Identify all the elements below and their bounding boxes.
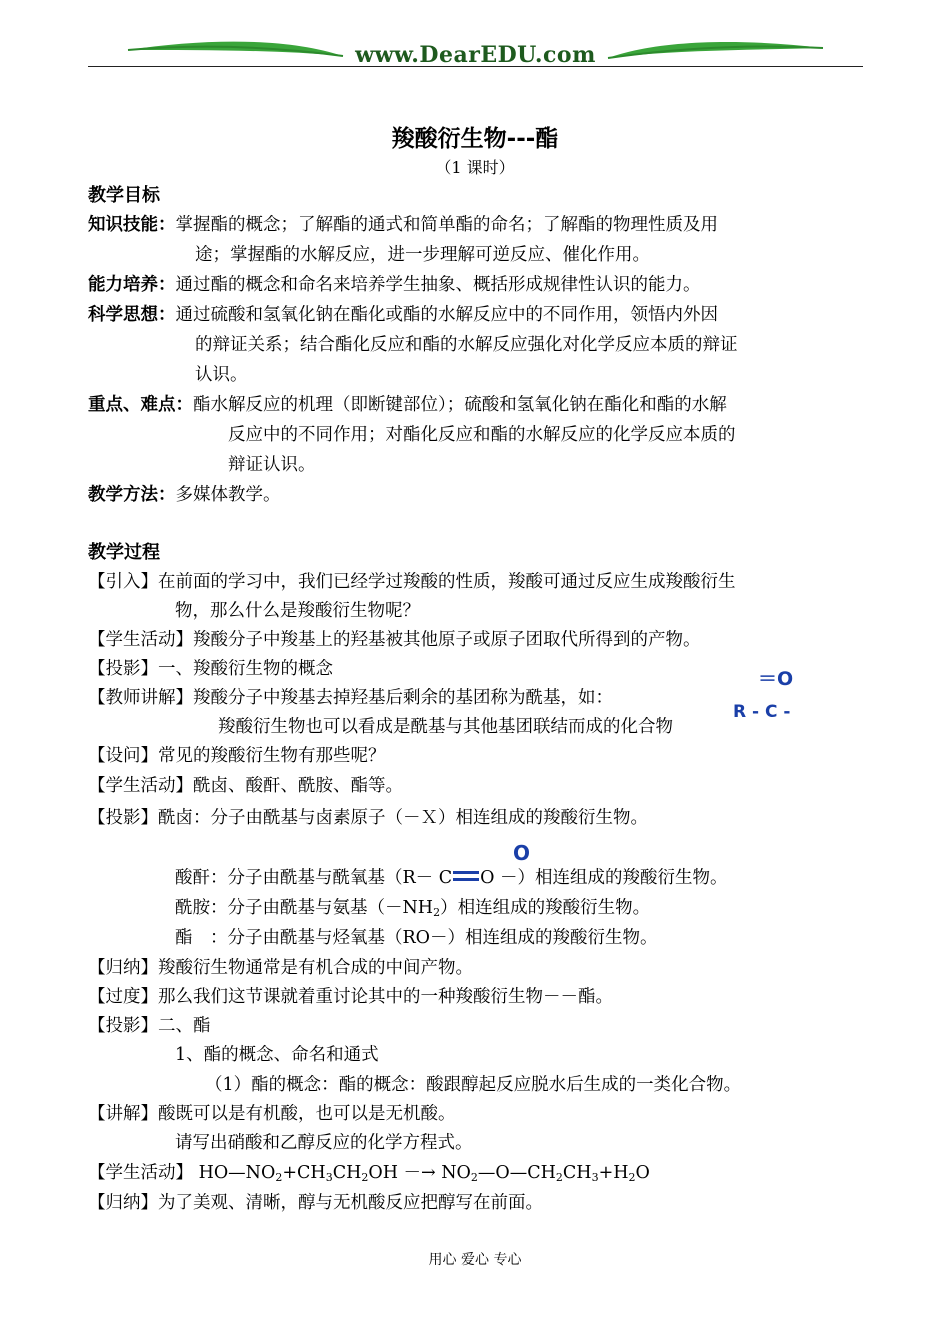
explain-text-1: 酸既可以是有机酸，也可以是无机酸。 bbox=[158, 1104, 456, 1124]
projection2-line bbox=[88, 806, 648, 830]
summary-tag: 【归纳】 bbox=[88, 958, 158, 978]
ask-text: 常见的羧酸衍生物有那些呢？ bbox=[158, 746, 386, 766]
anhydride-text-pre: 酸酐：分子由酰基与酰氧基（R－ C bbox=[175, 868, 453, 888]
intro-text-1: 在前面的学习中，我们已经学过羧酸的性质，羧酸可通过反应生成羧酸衍生 bbox=[158, 572, 736, 592]
projection3-text-3: （1）酯的概念：酯的概念：酸跟醇起反应脱水后生成的一类化合物。 bbox=[205, 1075, 742, 1095]
process-heading: 教学过程 bbox=[88, 542, 160, 563]
equation-subscript: 2 bbox=[275, 1171, 283, 1184]
key-text-2: 反应中的不同作用；对酯化反应和酯的水解反应的化学反应本质的 bbox=[228, 425, 736, 445]
explain-line-1 bbox=[88, 1102, 456, 1126]
key-line-1 bbox=[88, 393, 727, 417]
teacher-line-1 bbox=[88, 686, 613, 710]
projection3-text-1: 二、酯 bbox=[158, 1016, 211, 1036]
student2-text: 酰卤、酸酐、酰胺、酯等。 bbox=[193, 776, 403, 796]
summary2-text: 为了美观、清晰，醇与无机酸反应把醇写在前面。 bbox=[158, 1193, 543, 1213]
projection-text-1: 一、羧酸衍生物的概念 bbox=[158, 659, 333, 679]
acyl-formula-oxygen: ＝O bbox=[758, 668, 794, 690]
intro-line-1 bbox=[88, 570, 736, 594]
ability-text: 通过酯的概念和命名来培养学生抽象、概括形成规律性认识的能力。 bbox=[175, 275, 701, 295]
equation-subscript: 3 bbox=[591, 1171, 599, 1184]
projection3-text-2: 1、酯的概念、命名和通式 bbox=[175, 1045, 379, 1065]
transition-text: 那么我们这节课就着重讨论其中的一种羧酸衍生物－－酯。 bbox=[158, 987, 613, 1007]
equation-subscript: 2 bbox=[628, 1171, 636, 1184]
summary2-line bbox=[88, 1191, 543, 1215]
key-text-1: 酯水解反应的机理（即断键部位）；硫酸和氢氧化钠在酯化和酯的水解 bbox=[193, 395, 727, 415]
key-label: 重点、难点： bbox=[88, 395, 193, 415]
projection-tag: 【投影】 bbox=[88, 659, 158, 679]
double-bond-icon bbox=[452, 867, 480, 885]
equation-part: HO—NO bbox=[198, 1163, 276, 1183]
equation-part: O bbox=[635, 1163, 650, 1183]
equation-part: CH bbox=[332, 1163, 362, 1183]
header-rule bbox=[88, 66, 863, 67]
teacher-text-2: 羧酸衍生物也可以看成是酰基与其他基团联结而成的化合物 bbox=[218, 717, 673, 737]
ability-line bbox=[88, 273, 701, 297]
explain-text-2: 请写出硝酸和乙醇反应的化学方程式。 bbox=[175, 1133, 473, 1153]
intro-text-2: 物，那么什么是羧酸衍生物呢？ bbox=[175, 601, 420, 621]
knowledge-text-2: 途；掌握酯的水解反应，进一步理解可逆反应、催化作用。 bbox=[195, 245, 650, 265]
student-text: 羧酸分子中羧基上的羟基被其他原子或原子团取代所得到的产物。 bbox=[193, 630, 701, 650]
student3-tag: 【学生活动】 bbox=[88, 1163, 193, 1183]
equation-subscript: 3 bbox=[325, 1171, 333, 1184]
projection3-line-1 bbox=[88, 1014, 211, 1038]
equation-part: CH bbox=[562, 1163, 592, 1183]
page-footer: 用心 爱心 专心 bbox=[428, 1252, 522, 1268]
ask-tag: 【设问】 bbox=[88, 746, 158, 766]
explain-tag: 【讲解】 bbox=[88, 1104, 158, 1124]
student-tag: 【学生活动】 bbox=[88, 630, 193, 650]
projection2-tag: 【投影】 bbox=[88, 808, 158, 828]
science-label: 科学思想： bbox=[88, 305, 176, 325]
student2-tag: 【学生活动】 bbox=[88, 776, 193, 796]
objectives-heading: 教学目标 bbox=[88, 185, 160, 206]
science-text-1: 通过硫酸和氢氧化钠在酯化或酯的水解反应中的不同作用，领悟内外因 bbox=[175, 305, 718, 325]
equation-subscript: 2 bbox=[555, 1171, 563, 1184]
projection3-tag: 【投影】 bbox=[88, 1016, 158, 1036]
acyl-formula-r: R - C - bbox=[733, 702, 791, 722]
science-text-2: 的辩证关系；结合酯化反应和酯的水解反应强化对化学反应本质的辩证 bbox=[195, 335, 738, 355]
knowledge-text-1: 掌握酯的概念；了解酯的通式和简单酯的命名；了解酯的物理性质及用 bbox=[175, 215, 718, 235]
amide-line bbox=[175, 896, 650, 925]
amide-subscript: 2 bbox=[433, 906, 441, 919]
teacher-tag: 【教师讲解】 bbox=[88, 688, 193, 708]
projection2-text: 酰卤：分子由酰基与卤素原子（－Ｘ）相连组成的羧酸衍生物。 bbox=[158, 808, 648, 828]
document-subtitle: （1 课时） bbox=[435, 158, 515, 177]
anhydride-line bbox=[175, 866, 728, 890]
equation-subscript: 2 bbox=[361, 1171, 369, 1184]
student-line bbox=[88, 628, 701, 652]
equation-part: +H bbox=[598, 1163, 629, 1183]
equation-part: —O—CH bbox=[477, 1163, 556, 1183]
knowledge-label: 知识技能： bbox=[88, 215, 176, 235]
ester-line: 酯 ：分子由酰基与烃氧基（RO－）相连组成的羧酸衍生物。 bbox=[175, 928, 658, 948]
equation-subscript: 2 bbox=[470, 1171, 478, 1184]
transition-line bbox=[88, 985, 613, 1009]
science-text-3: 认识。 bbox=[195, 365, 248, 385]
projection-line-1 bbox=[88, 657, 333, 681]
amide-text-post: ）相连组成的羧酸衍生物。 bbox=[440, 898, 651, 918]
amide-text-pre: 酰胺：分子由酰基与氨基（－NH bbox=[175, 898, 434, 918]
site-name[interactable]: www.DearEDU.com bbox=[355, 42, 596, 68]
ability-label: 能力培养： bbox=[88, 275, 176, 295]
teacher-text-1: 羧酸分子中羧基去掉羟基后剩余的基团称为酰基，如： bbox=[193, 688, 613, 708]
anhydride-text-post: O －）相连组成的羧酸衍生物。 bbox=[480, 868, 728, 888]
transition-tag: 【过度】 bbox=[88, 987, 158, 1007]
intro-tag: 【引入】 bbox=[88, 572, 158, 592]
method-text: 多媒体教学。 bbox=[175, 485, 281, 505]
summary-line bbox=[88, 956, 473, 980]
knowledge-line-1 bbox=[88, 213, 718, 237]
science-line-1 bbox=[88, 303, 718, 327]
equation-line bbox=[88, 1161, 650, 1190]
student2-line bbox=[88, 774, 403, 798]
ask-line bbox=[88, 744, 386, 768]
summary2-tag: 【归纳】 bbox=[88, 1193, 158, 1213]
equation bbox=[193, 1163, 650, 1183]
method-label: 教学方法： bbox=[88, 485, 176, 505]
key-text-3: 辩证认识。 bbox=[228, 455, 316, 475]
document-title: 羧酸衍生物---酯 bbox=[391, 126, 559, 152]
equation-part: OH －→ NO bbox=[368, 1163, 471, 1183]
summary-text: 羧酸衍生物通常是有机合成的中间产物。 bbox=[158, 958, 473, 978]
method-line bbox=[88, 483, 281, 507]
equation-part: +CH bbox=[282, 1163, 326, 1183]
anhydride-formula-oxygen: O bbox=[513, 841, 531, 865]
